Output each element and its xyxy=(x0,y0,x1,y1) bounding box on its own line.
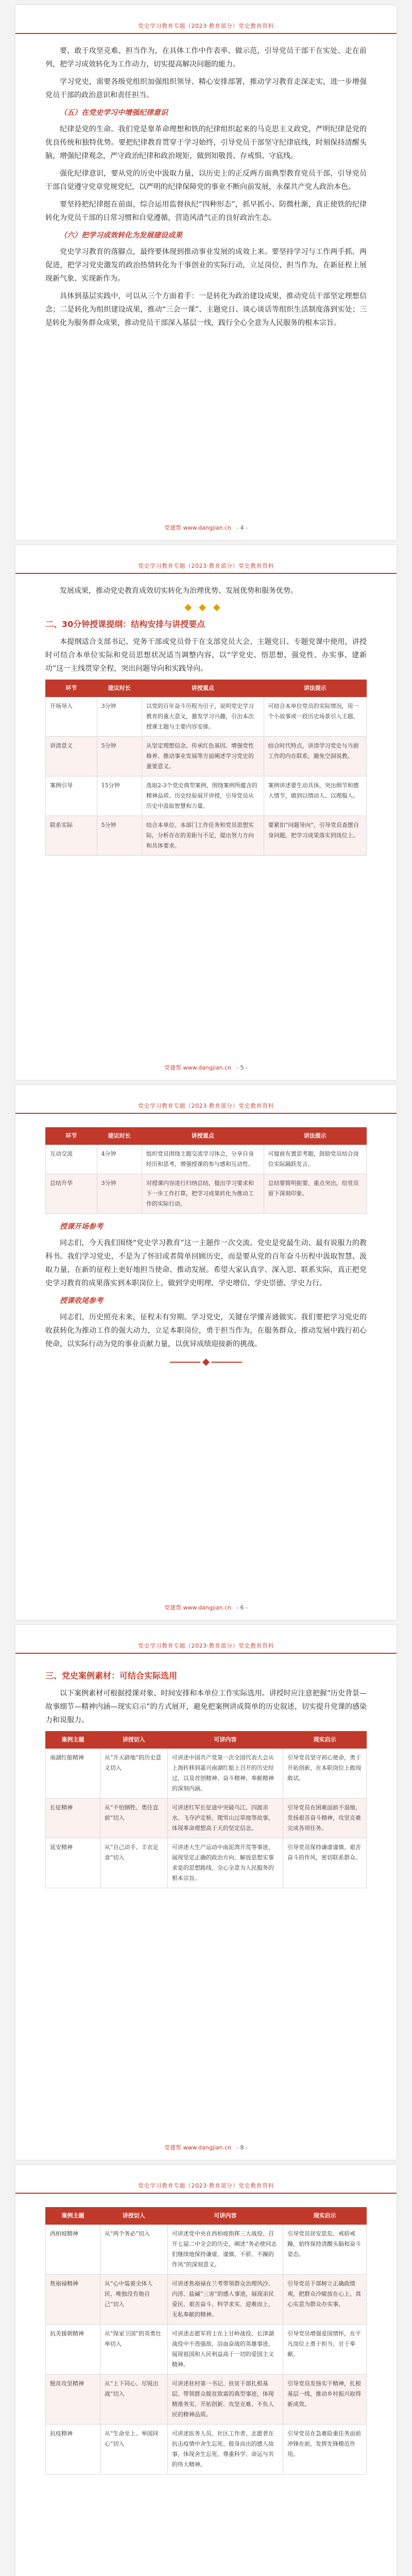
footer-brand: 党建帮 www.dangjian.cn xyxy=(164,1604,232,1611)
lesson-plan-table-continued xyxy=(45,1127,367,1214)
table-row xyxy=(46,2375,367,2425)
table-cell: 总结升华 xyxy=(46,1174,97,1214)
paragraph: 以下案例素材可根据授课对象、时间安排和本单位工作实际选用。讲授时应注意把握“历史背景—故事细节—精神内涵—现实启示”的方式展开，避免把案例讲成简单的历史叙述，切实提升党课的感染力和说服力。 xyxy=(45,1689,367,1724)
header-text: 党史学习教育专题（2023·教育部分）党史教育资料 xyxy=(138,1103,274,1109)
table-row xyxy=(46,1799,367,1838)
table-cell: 结合本单位、本部门工作任务和党员思想实际，分析存在的差距与不足，提出努力方向和具体要求。 xyxy=(142,816,264,856)
table-row xyxy=(46,697,367,737)
document-page-3 xyxy=(15,1085,397,1620)
table-cell: 5分钟 xyxy=(97,737,142,776)
table-cell: 南湖红船精神 xyxy=(46,1749,100,1799)
end-ornament-icon xyxy=(170,1358,242,1366)
table-cell: 从“两个务必”切入 xyxy=(100,2225,167,2275)
table-cell: 5分钟 xyxy=(97,816,142,856)
table-header-row xyxy=(46,1732,367,1749)
page-content xyxy=(15,1654,397,1888)
table-cell: 从“心中装着全体人民、唯独没有他自己”切入 xyxy=(100,2275,167,2325)
paragraph: 具体到基层实践中，可以从三个方面着手：一是转化为政治建设成果，推动党员干部坚定理想信念；二是转化为组织建设成果，推动“三会一课”、主题党日、谈心谈话等组织生活制度落到实处；三是转化为服务群众成果，推动党员干部深入基层一线，践行全心全意为人民服务的根本宗旨。 xyxy=(45,292,367,327)
page-header xyxy=(15,1625,397,1654)
diamond-divider-icon: ◆◆◆ xyxy=(184,602,228,613)
section-heading: 二、30分钟授课提纲：结构安排与讲授要点 xyxy=(45,619,205,629)
page-footer xyxy=(15,1595,397,1620)
table-cell: 以党的百年奋斗历程为引子，说明党史学习教育的重大意义，激发学习兴趣，引出本次授课主题与主要内容安排。 xyxy=(142,697,264,737)
table-cell: 引导党员保持谦虚谨慎、艰苦奋斗的作风，密切联系群众。 xyxy=(283,1838,367,1888)
column-header: 案例主题 xyxy=(46,2208,100,2225)
column-header: 环节 xyxy=(46,1128,97,1145)
table-cell: 案例讲述要生动具体，突出细节和感人情节，做到以情动人、以理服人。 xyxy=(264,776,366,816)
table-cell: 互动交流 xyxy=(46,1145,97,1174)
header-text: 党史学习教育专题（2023·教育部分）党史教育资料 xyxy=(138,23,274,29)
page-number: - 5 - xyxy=(236,1064,248,1071)
table-row xyxy=(46,1838,367,1888)
paragraph: 同志们，今天我们围绕“党史学习教育”这一主题作一次交流。党史是党最生动、最有说服力的教科书。我们学习党史，不是为了怀旧或者简单回顾历史，而是要从党的百年奋斗历程中汲取智慧、汲取力量，在新的征程上更好地担当使命、推动发展。希望大家认真学、深入思、联系实际，真正把党史学习教育的成果落实到本职岗位上，做到学史明理、学史增信、学史崇德、学史力行。 xyxy=(45,1239,367,1287)
table-cell: 15分钟 xyxy=(97,776,142,816)
table-row xyxy=(46,2225,367,2275)
table-cell: 引导党员居安思危、戒骄戒躁，始终保持清醒头脑和奋斗姿态。 xyxy=(283,2225,367,2275)
document-page-4 xyxy=(15,1625,397,2160)
paragraph: 同志们，历史照亮未来，征程未有穷期。学习党史，关键在学懂弄通做实。我们要把学习党史的收获转化为推动工作的强大动力，立足本职岗位，勇于担当作为，在服务群众、推动发展中践行初心使命，以实际行动为党的事业贡献力量，以优异成绩迎接新的挑战。 xyxy=(45,1313,367,1348)
table-row xyxy=(46,816,367,856)
subheading: （六）把学习成效转化为发展建设成果 xyxy=(60,231,182,240)
lesson-plan-table xyxy=(45,680,367,856)
table-cell: 抗疫精神 xyxy=(46,2425,100,2475)
table-cell: 开场导入 xyxy=(46,697,97,737)
table-cell: 可讲述大生产运动中南泥湾开荒等事迹，展现坚定正确的政治方向、解放思想实事求是的思想路线、全心全意为人民服务的根本宗旨。 xyxy=(167,1838,283,1888)
page-header xyxy=(15,1085,397,1114)
column-header: 讲授重点 xyxy=(142,680,264,697)
page-number: - 8 - xyxy=(236,2144,248,2151)
page-content xyxy=(15,574,397,856)
table-cell: 组织党员围绕主题交流学习体会，分享自身经历和思考，增强授课的参与感和互动性。 xyxy=(142,1145,264,1174)
page-footer xyxy=(15,2135,397,2160)
header-text: 党史学习教育专题（2023·教育部分）党史教育资料 xyxy=(138,2182,274,2189)
table-cell: 可提前布置思考题，鼓励党员结合岗位实际踊跃发言。 xyxy=(264,1145,366,1174)
subheading: 授课开场参考 xyxy=(60,1223,103,1231)
table-cell: 焦裕禄精神 xyxy=(46,2275,100,2325)
footer-brand: 党建帮 www.dangjian.cn xyxy=(164,1064,232,1071)
table-cell: 要紧扣“问题导向”，引导党员查摆自身问题，把学习成果落实到岗位上。 xyxy=(264,816,366,856)
column-header: 可讲内容 xyxy=(167,2208,283,2225)
footer-brand: 党建帮 www.dangjian.cn xyxy=(164,2144,232,2151)
column-header: 环节 xyxy=(46,680,97,697)
column-header: 建议时长 xyxy=(97,1128,142,1145)
table-row xyxy=(46,2275,367,2325)
column-header: 现实启示 xyxy=(283,1732,367,1749)
table-cell: 联系实际 xyxy=(46,816,97,856)
page-content xyxy=(15,2194,397,2475)
table-cell: 引导党员增强爱国情怀，在平凡岗位上勇于担当、甘于奉献。 xyxy=(283,2325,367,2375)
paragraph: 学习党史，需要各级党组织加强组织领导、精心安排部署，推动学习教育走深走实，进一步增强党员干部的政治意识和责任担当。 xyxy=(45,78,367,99)
column-header: 可讲内容 xyxy=(167,1732,283,1749)
table-cell: 3分钟 xyxy=(97,1174,142,1214)
paragraph: 本提纲适合支部书记、党务干部或党员骨干在支部党员大会、主题党日、专题党课中使用，讲授时可结合本单位实际和党员思想状况适当调整内容，以“学党史、悟思想、强党性、办实事、建新功”这一主线贯穿全程，突出问题导向和实践导向。 xyxy=(45,638,367,673)
table-cell: 结合时代特点，讲清学习党史与当前工作的内在联系，避免空洞说教。 xyxy=(264,737,366,776)
column-header: 讲授切入 xyxy=(100,2208,167,2225)
page-content xyxy=(15,34,397,330)
document-page-1 xyxy=(15,5,397,540)
table-row xyxy=(46,776,367,816)
paragraph: 纪律是党的生命。我们党是靠革命理想和铁的纪律组织起来的马克思主义政党，严明纪律是党的优良传统和独特优势。要把纪律教育贯穿于学习始终，引导党员干部坚守纪律底线，时刻保持清醒头脑，增强纪律观念，严守政治纪律和政治规矩，做到知敬畏、存戒惧、守底线。 xyxy=(45,125,367,160)
table-cell: 可讲述驻村第一书记、扶贫干部扎根基层、带领群众脱贫致富的典型事迹，体现精准务实、开拓创新、攻坚克难、不负人民的精神品质。 xyxy=(167,2375,283,2425)
table-cell: 从“生命至上、举国同心”切入 xyxy=(100,2425,167,2475)
section-heading: 三、党史案例素材：可结合实际选用 xyxy=(45,1671,178,1681)
page-content xyxy=(15,1114,397,1366)
table-header-row xyxy=(46,1128,367,1145)
table-cell: 4分钟 xyxy=(97,1145,142,1174)
document-page-5 xyxy=(15,2165,397,2576)
table-cell: 可讲述志愿军将士在上甘岭战役、长津湖战役中不畏强敌、浴血奋战的英雄事迹，展现祖国和人民利益高于一切的爱国主义精神。 xyxy=(167,2325,283,2375)
table-cell: 3分钟 xyxy=(97,697,142,737)
table-cell: 引导党员干部树立正确政绩观，把群众冷暖放在心上，真心实意为群众办实事。 xyxy=(283,2275,367,2325)
page-header xyxy=(15,2165,397,2194)
page-number: - 6 - xyxy=(236,1604,248,1611)
table-cell: 可讲述红军长征途中突破乌江、四渡赤水、飞夺泸定桥、爬雪山过草地等故事，体现革命理想高于天的坚定信念。 xyxy=(167,1799,283,1838)
subheading: 授课收尾参考 xyxy=(60,1297,103,1305)
table-cell: 从“上下同心、尽锐出战”切入 xyxy=(100,2375,167,2425)
table-cell: 引导党员在困难面前不退缩，发扬艰苦奋斗精神，攻坚克难完成各项任务。 xyxy=(283,1799,367,1838)
paragraph: 要坚持把纪律挺在前面，综合运用监督执纪“四种形态”，抓早抓小、防微杜渐，真正使铁的纪律转化为党员干部的日常习惯和自觉遵循，营造风清气正的良好政治生态。 xyxy=(45,200,367,222)
table-row xyxy=(46,1174,367,1214)
paragraph: 强化纪律意识，要从党的历史中汲取力量，以历史上的正反两方面典型教育党员干部，引导党员干部自觉遵守党章党规党纪，以严明的纪律保障党的事业不断向前发展，永葆共产党人政治本色。 xyxy=(45,170,367,191)
column-header: 案例主题 xyxy=(46,1732,100,1749)
column-header: 讲授切入 xyxy=(100,1732,167,1749)
table-cell: 从坚定理想信念、传承红色基因、增强党性修养、推动事业发展等方面阐述学习党史的重要意义。 xyxy=(142,737,264,776)
table-cell: 可讲述党中央在西柏坡指挥三大战役、召开七届二中全会的历史，阐述“务必使同志们继续地保持谦虚、谨慎、不骄、不躁的作风”的深刻意义。 xyxy=(167,2225,283,2275)
table-cell: 引导党员发扬实干精神，扎根基层一线，推动乡村振兴取得新成效。 xyxy=(283,2375,367,2425)
table-cell: 可讲述焦裕禄在兰考带领群众治理风沙、内涝、盐碱“三害”的感人事迹，展现亲民爱民、艰苦奋斗、科学求实、迎难而上、无私奉献的精神。 xyxy=(167,2275,283,2325)
table-cell: 从“保家卫国”的英勇壮举切入 xyxy=(100,2325,167,2375)
column-header: 建议时长 xyxy=(97,680,142,697)
table-row xyxy=(46,737,367,776)
table-row xyxy=(46,2325,367,2375)
column-header: 讲法提示 xyxy=(264,680,366,697)
table-cell: 对授课内容进行归纳总结，提出学习要求和下一步工作打算，把学习成果转化为推动工作的实际行动。 xyxy=(142,1174,264,1214)
table-cell: 可结合本单位党员的实际情况，用一个小故事或一段历史场景引入主题。 xyxy=(264,697,366,737)
column-header: 讲授重点 xyxy=(142,1128,264,1145)
page-footer xyxy=(15,1055,397,1080)
table-cell: 可讲述中国共产党第一次全国代表大会从上海转移到嘉兴南湖红船上召开的历史经过，以及首创精神、奋斗精神、奉献精神的深刻内涵。 xyxy=(167,1749,283,1799)
table-cell: 讲清意义 xyxy=(46,737,97,776)
table-cell: 从“自己动手、丰衣足食”切入 xyxy=(100,1838,167,1888)
header-text: 党史学习教育专题（2023·教育部分）党史教育资料 xyxy=(138,1642,274,1649)
paragraph: 发展成果，推动党史教育成效切实转化为治理优势、发展优势和服务优势。 xyxy=(60,587,298,595)
table-row xyxy=(46,1749,367,1799)
header-text: 党史学习教育专题（2023·教育部分）党史教育资料 xyxy=(138,563,274,569)
table-cell: 西柏坡精神 xyxy=(46,2225,100,2275)
case-material-table xyxy=(45,1731,367,1888)
table-cell: 抗美援朝精神 xyxy=(46,2325,100,2375)
table-header-row xyxy=(46,680,367,697)
table-cell: 脱贫攻坚精神 xyxy=(46,2375,100,2425)
paragraph: 要，敢于攻坚克难、担当作为，在具体工作中作表率、做示范，引导党员干部干在实处、走在前列，把学习成效转化为工作动力，切实提高解决问题的能力。 xyxy=(45,47,367,69)
footer-brand: 党建帮 www.dangjian.cn xyxy=(164,524,232,531)
case-material-table-continued xyxy=(45,2207,367,2475)
column-header: 讲法提示 xyxy=(264,1128,366,1145)
page-header xyxy=(15,545,397,574)
table-cell: 总结要简明扼要、重点突出，给党员留下深刻印象。 xyxy=(264,1174,366,1214)
table-header-row xyxy=(46,2208,367,2225)
page-header xyxy=(15,5,397,34)
table-cell: 引导党员在急难险重任务面前冲锋在前，发挥先锋模范作用。 xyxy=(283,2425,367,2475)
table-cell: 可讲述医务人员、社区工作者、志愿者在抗击疫情中舍生忘死、挺身而出的感人故事，体现舍生忘死、尊重科学、命运与共的伟大精神。 xyxy=(167,2425,283,2475)
page-footer xyxy=(15,515,397,540)
document-page-2 xyxy=(15,545,397,1080)
table-cell: 从“不怕牺牲、勇往直前”切入 xyxy=(100,1799,167,1838)
table-cell: 从“开天辟地”的历史意义切入 xyxy=(100,1749,167,1799)
table-cell: 延安精神 xyxy=(46,1838,100,1888)
subheading: （五）在党史学习中增强纪律意识 xyxy=(60,109,168,117)
paragraph: 党史学习教育的落脚点，最终要体现到推动事业发展的成效上来。要坚持学习与工作两手抓、两促进，把学习党史激发的政治热情转化为干事创业的实际行动，立足岗位、担当作为，在新征程上展现新气象、实现新作为。 xyxy=(45,248,367,283)
table-cell: 选取2-3个党史典型案例，围绕案例所蕴含的精神品质、历史经验展开讲授，引导党员从历史中汲取智慧和力量。 xyxy=(142,776,264,816)
table-row xyxy=(46,1145,367,1174)
table-cell: 引导党员坚守初心使命，勇于开拓创新，在本职岗位上敢闯敢试。 xyxy=(283,1749,367,1799)
table-row xyxy=(46,2425,367,2475)
table-cell: 案例引导 xyxy=(46,776,97,816)
column-header: 现实启示 xyxy=(283,2208,367,2225)
page-number: - 4 - xyxy=(236,524,248,531)
table-cell: 长征精神 xyxy=(46,1799,100,1838)
